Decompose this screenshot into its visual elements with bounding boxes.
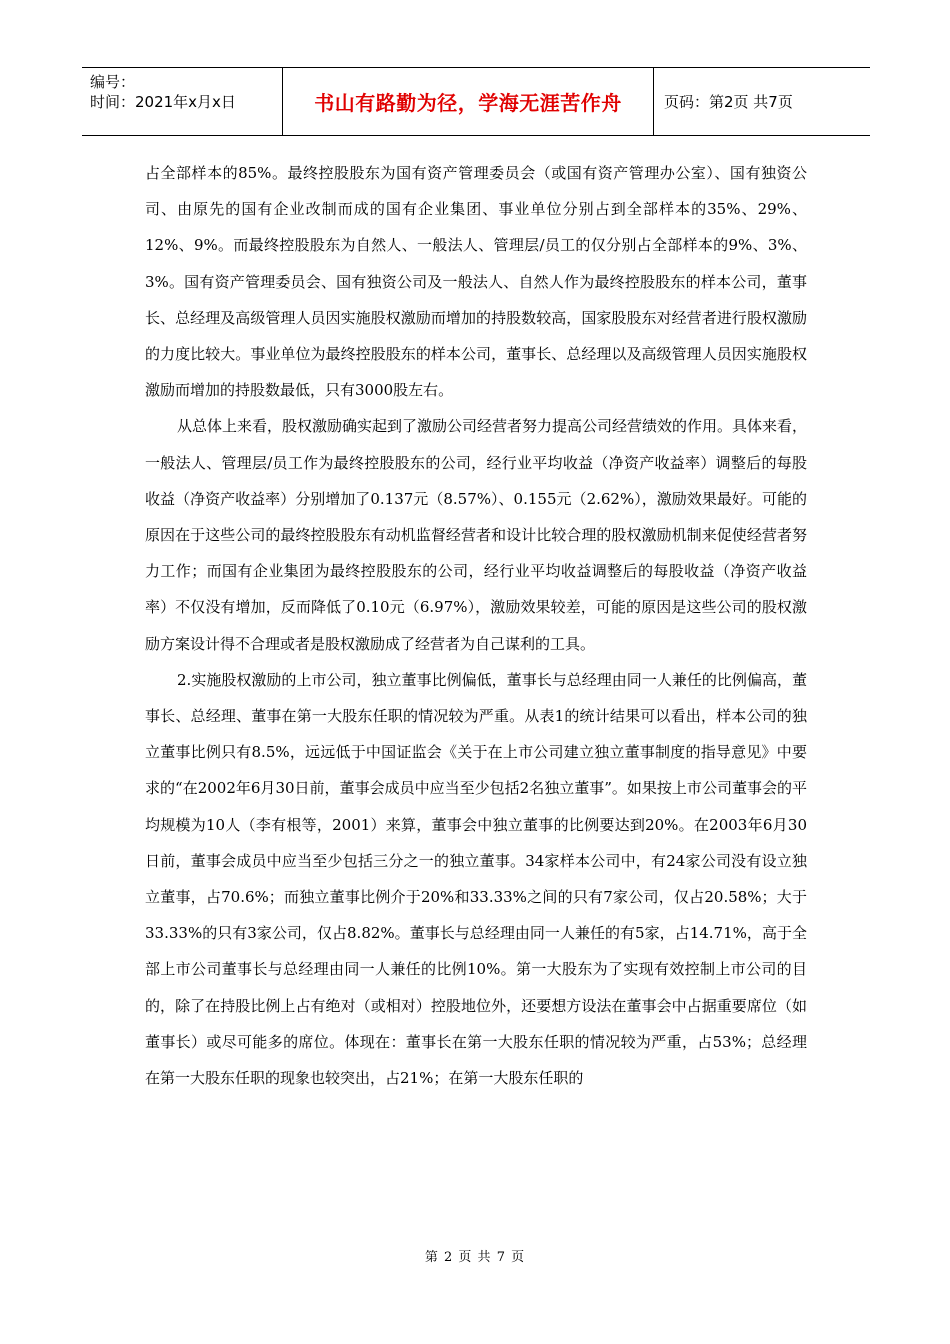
body-paragraph: 2.实施股权激励的上市公司，独立董事比例偏低，董事长与总经理由同一人兼任的比例偏高，董事长、总经理、董事在第一大股东任职的情况较为严重。从表1的统计结果可以看出，样本公司的独立董事比例只有8.5%，远远低于中国证监会《关于在上市公司建立独立董事制度的指导意见》中要求的“在2002年6月30日前，董事会成员中应当至少包括2名独立董事”。如果按上市公司董事会的平均规模为10人（李有根等，2001）来算，董事会中独立董事的比例要达到20%。在2003年6月30日前，董事会成员中应当至少包括三分之一的独立董事。34家样本公司中，有24家公司没有设立独立董事，占70.6%；而独立董事比例介于20%和33.33%之间的只有7家公司，仅占20.58%；大于33.33%的只有3家公司，仅占8.82%。董事长与总经理由同一人兼任的有5家，占14.71%，高于全部上市公司董事长与总经理由同一人兼任的比例10%。第一大股东为了实现有效控制上市公司的目的，除了在持股比例上占有绝对（或相对）控股地位外，还要想方设法在董事会中占据重要席位（如董事长）或尽可能多的席位。体现在：董事长在第一大股东任职的情况较为严重，占53%；总经理在第一大股东任职的现象也较突出，占21%；在第一大股东任职的 (145, 670, 807, 1088)
document-body (145, 155, 807, 1096)
document-number-label: 编号： (90, 73, 136, 91)
header-motto: 书山有路勤为径，学海无涯苦作舟 (283, 68, 654, 135)
page-footer: 第 2 页 共 7 页 (424, 1250, 526, 1265)
page-header (82, 67, 870, 136)
header-page-info: 页码：第2页 共7页 (664, 93, 793, 111)
body-paragraph: 从总体上来看，股权激励确实起到了激励公司经营者努力提高公司经营绩效的作用。具体来看，一般法人、管理层/员工作为最终控股股东的公司，经行业平均收益（净资产收益率）调整后的每股收益（净资产收益率）分别增加了0.137元（8.57%）、0.155元（2.62%），激励效果最好。可能的原因在于这些公司的最终控股股东有动机监督经营者和设计比较合理的股权激励机制来促使经营者努力工作；而国有企业集团为最终控股股东的公司，经行业平均收益调整后的每股收益（净资产收益率）不仅没有增加，反而降低了0.10元（6.97%），激励效果较差，可能的原因是这些公司的股权激励方案设计得不合理或者是股权激励成了经营者为自己谋利的工具。 (145, 417, 808, 653)
document-date: 时间：2021年x月x日 (90, 93, 236, 111)
header-meta (82, 68, 283, 135)
body-paragraph: 占全部样本的85%。最终控股股东为国有资产管理委员会（或国有资产管理办公室）、国有独资公司、由原先的国有企业改制而成的国有企业集团、事业单位分别占到全部样本的35%、29%、12%、9%。而最终控股股东为自然人、一般法人、管理层/员工的仅分别占全部样本的9%、3%、3%。国有资产管理委员会、国有独资公司及一般法人、自然人作为最终控股股东的样本公司，董事长、总经理及高级管理人员因实施股权激励而增加的持股数较高，国家股股东对经营者进行股权激励的力度比较大。事业单位为最终控股股东的样本公司，董事长、总经理以及高级管理人员因实施股权激励而增加的持股数最低，只有3000股左右。 (145, 164, 807, 400)
